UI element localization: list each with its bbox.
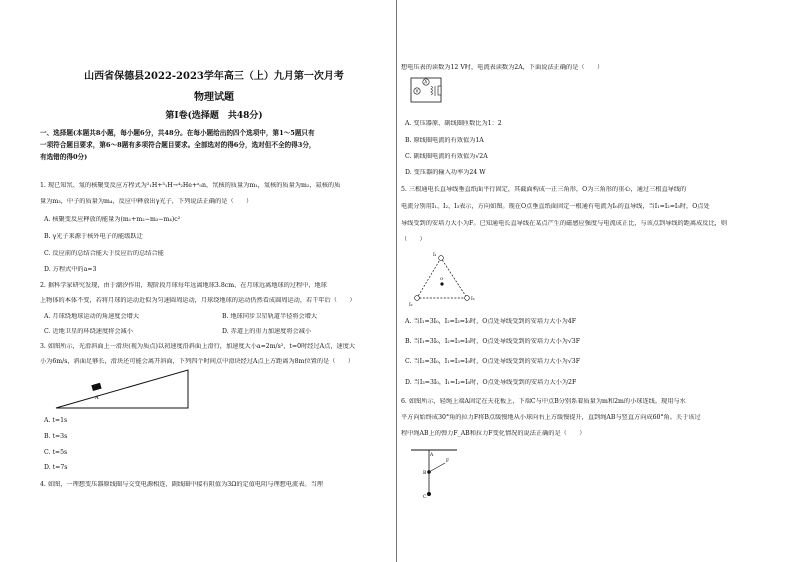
exam-subtitle: 物理试题 [194, 92, 234, 103]
voltmeter-label: V [415, 88, 419, 94]
q3-stem-2: 小为6m/s，斜面足够长，滑块还可能会离开斜面，下列四个时间点中滑块经过A点上方距离为8m位置的是（ ） [40, 358, 354, 365]
q5-option-b: B. 当I₁=3I₀，I₂=I₃=I₀时，O点处导线受到的安培力大小为√3F [405, 338, 581, 345]
q1-stem-1: 1. 现已知氘、氚的核聚变反应方程式为²₁H+³₁H→⁴₂He+ᵃ₀n，氘核的质量为m₁，氚核的质量为m₂，氦核的质 [40, 182, 341, 189]
section-instructions-1: 一、选择题(本题共8小题，每小题6分，共48分。在每小题给出的四个选项中，第1～5题只有 [40, 129, 315, 137]
incline-triangle [56, 370, 188, 408]
q6-stem-1: 6. 如图所示，轻绳上端A固定在天花板上，下端C与中点B分别系着质量为m和2m的小球连线。现用与水 [401, 398, 686, 405]
q4-option-c: C. 副线圈电流的有效值为√2A [405, 153, 488, 160]
section-instructions-2: 一项符合题目要求，第6～8题有多项符合题目要求。全部选对的得6分，选对但不全的得3分， [40, 141, 316, 149]
transformer-figure [407, 74, 447, 106]
q4-stem-2: 想电压表的读数为12 V时，电流表读数为2A，下面说法正确的是（ ） [401, 64, 604, 71]
exam-title: 山西省保德县2022-2023学年高三（上）九月第一次月考 [84, 71, 344, 82]
q1-stem-2: 量为m₃，中子的质量为m₄，反应中释放出γ光子，下列说法正确的是（ ） [40, 198, 253, 205]
q1-option-d: D. 方程式中的a=3 [44, 266, 97, 273]
q5-stem-2: 电流分别用I₁、I₂、I₃表示，方向如图。现在O点垂直纸面固定一根通有电流为I₀的直导线，当I₁=I₂=I₃时，O点处 [401, 203, 710, 210]
wire-2-icon [415, 296, 420, 301]
q1-option-b: B. γ光子来源于核外电子的能级跃迁 [44, 233, 143, 240]
q2-stem-1: 2. 据科学家研究发现，由于潮汐作用，现阶段月球每年远离地球3.8cm，在月球远离地球的过程中，地球 [40, 282, 327, 289]
q2-option-d: D. 赤道上的重力加速度将会减小 [222, 328, 312, 335]
ammeter-label: A [424, 79, 428, 85]
coil-icon [431, 86, 433, 95]
right-column [401, 0, 751, 562]
q4-option-d: D. 变压器的输入功率为24 W [405, 169, 486, 176]
wire-2-label: I₂ [409, 303, 413, 308]
point-c-label: C [423, 495, 427, 500]
point-a-label: A [430, 453, 434, 458]
ball-b-icon [427, 470, 431, 474]
q6-stem-3: 程中绳AB上的弹力F_AB和拉力F变化情况的说法正确的是（ ） [401, 430, 586, 437]
part-heading: 第Ⅰ卷(选择题 共48分) [165, 111, 263, 121]
q4-option-b: B. 原线圈电流的有效值为1A [405, 137, 484, 144]
incline-figure [54, 366, 194, 412]
ball-c-icon [427, 492, 431, 496]
force-f-label: F [446, 459, 450, 464]
wire-1-label: I₁ [433, 253, 437, 258]
q1-option-c: C. 反应前的总结合能大于反应后的总结合能 [44, 250, 164, 257]
q5-stem-4: （ ） [401, 236, 426, 243]
q4-stem-1: 4. 如图，一理想变压器原线圈与交变电源相连，副线圈中接有阻值为3Ω的定值电阻与理想电流表。当理 [40, 481, 323, 488]
slider-block [91, 383, 101, 391]
q5-stem-3: 导线受到的安培力大小为F。已知通电长直导线在某点产生的磁感应强度与电流成正比，与该点到导线的距离成反比，则 [401, 220, 728, 227]
resistor-icon [438, 86, 441, 95]
q3-option-d: D. t=7s [44, 464, 68, 471]
q4-option-a: A. 变压器原、副线圈匝数比为1：2 [405, 120, 502, 127]
section-instructions-3: 有选错的得0分) [40, 153, 88, 161]
wire-3-label: I₃ [471, 297, 475, 302]
force-arrow [429, 463, 445, 472]
q5-option-c: C. 当I₂=3I₀，I₁=I₃=I₀时，O点处导线受到的安培力大小为√3F [405, 358, 580, 365]
rope-figure [409, 446, 469, 502]
q2-option-c: C. 近地卫星的环绕速度将会减小 [44, 328, 133, 335]
q2-option-a: A. 月球绕地球运动的角速度会增大 [44, 313, 140, 320]
center-point-icon [440, 282, 443, 285]
q5-stem-1: 5. 三根通电长直导线垂直纸面平行固定，其截面构成一正三角形，O为三角形的重心，通过三根直导线的 [401, 186, 687, 193]
wire-1-icon [439, 256, 444, 261]
q3-option-a: A. t=1s [44, 417, 68, 424]
point-a-label: A [95, 395, 99, 401]
q6-stem-2: 平方向始终成30°角的拉力F将B点缓慢地从小球向右上方缓慢提升，直到绳AB与竖直方向成60°角。关于该过 [401, 414, 701, 421]
q1-option-a: A. 核聚变反应释放的能量为(m₁+m₂−m₃−m₄)c² [44, 216, 181, 223]
left-column [40, 0, 388, 562]
triangle-wires-figure [407, 250, 487, 308]
q5-option-d: D. 当I₃=3I₀，I₁=I₂=I₀时，O点处导线受到的安培力大小为2F [405, 379, 577, 386]
q3-stem-1: 3. 如图所示，光滑斜面上一滑块(视为质点)以初速度沿斜面上滑行，加速度大小a=2m/s²，t=0时经过A点，速度大 [40, 343, 356, 350]
center-label: O [440, 276, 444, 281]
q2-stem-2: 上物体的本体不变，若将月球的运动近似为匀速圆周运动，月球绕地球的运动仍然看成圆周运动，若干年后（ ） [40, 297, 356, 304]
column-divider [396, 0, 397, 562]
q5-option-a: A. 当I₁=3I₀，I₂=I₃=I₀时，O点处导线受到的安培力大小为4F [405, 318, 577, 325]
point-b-label: B [423, 471, 427, 476]
q3-option-b: B. t=3s [44, 433, 68, 440]
q2-option-b: B. 地球同步卫星轨道半径将会增大 [222, 313, 318, 320]
wire-3-icon [465, 296, 470, 301]
q3-option-c: C. t=5s [44, 449, 68, 456]
